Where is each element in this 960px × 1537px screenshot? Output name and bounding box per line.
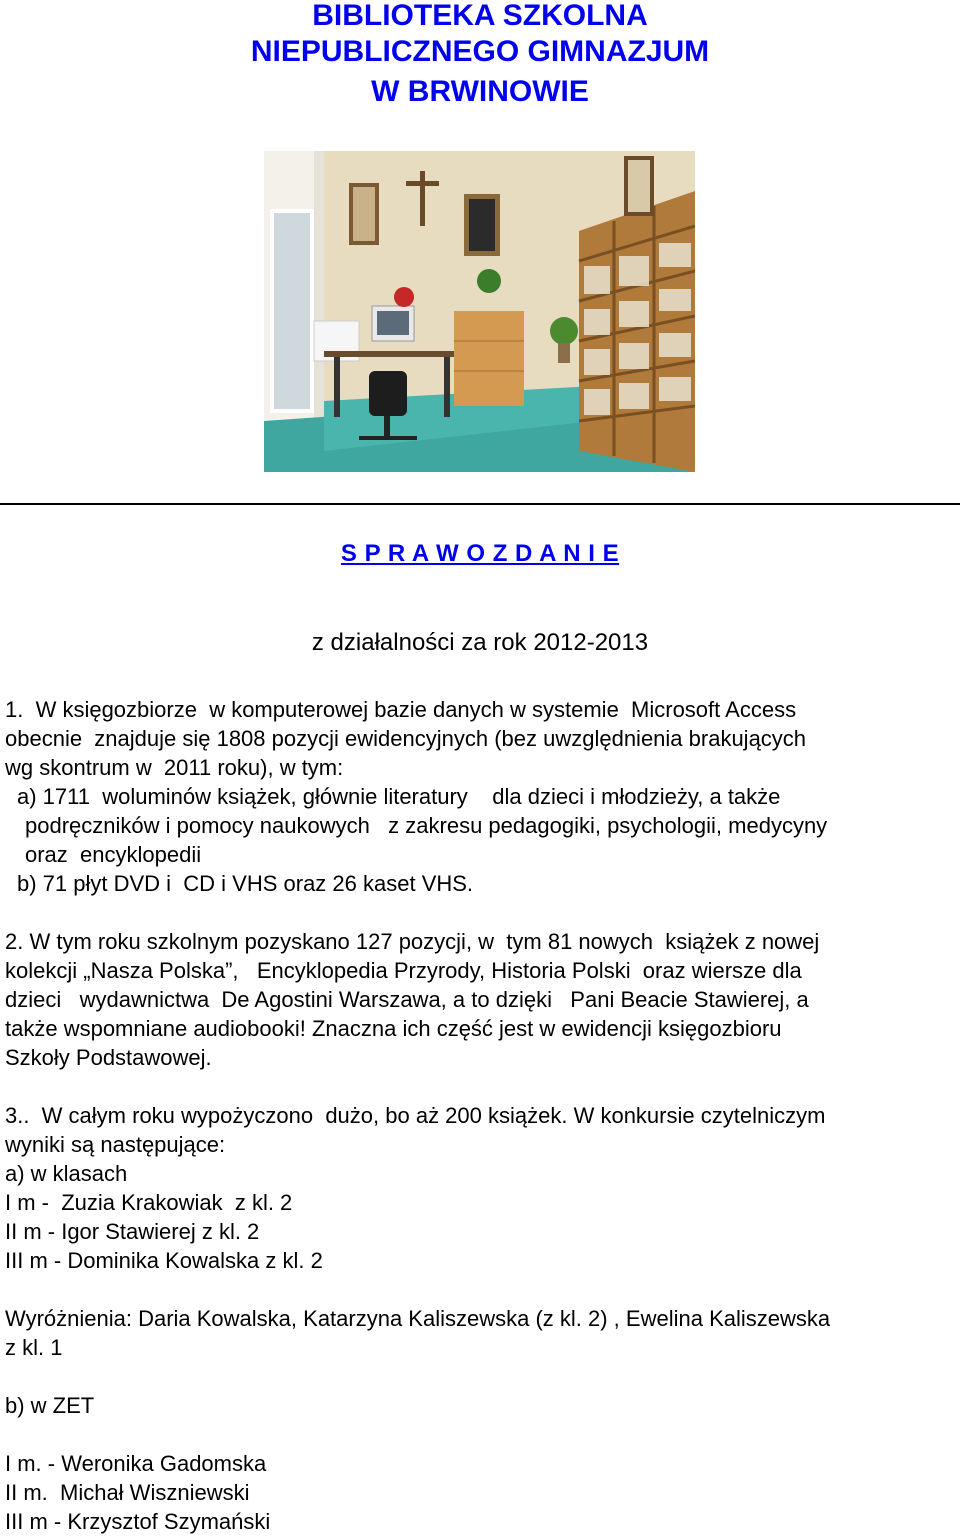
body-line: oraz encyklopedii bbox=[25, 842, 202, 867]
body-line: I m. - Weronika Gadomska bbox=[5, 1451, 267, 1476]
body-line: 1. W księgozbiorze w komputerowej bazie danych w systemie Microsoft Access bbox=[5, 697, 797, 722]
body-line: a) w klasach bbox=[5, 1161, 134, 1186]
library-title-line-1: BIBLIOTEKA SZKOLNA bbox=[312, 0, 648, 32]
library-title-line-2: NIEPUBLICZNEGO GIMNAZJUM bbox=[250, 35, 710, 68]
body-line: b) w ZET bbox=[5, 1393, 95, 1418]
report-subheading: z działalności za rok 2012-2013 bbox=[311, 629, 649, 656]
body-line: podręczników i pomocy naukowych z zakresu pedagogiki, psychologii, medycyny bbox=[25, 813, 828, 838]
body-line: dzieci wydawnictwa De Agostini Warszawa, a to dzięki Pani Beacie Stawierej, a bbox=[5, 987, 809, 1012]
library-title-line-3: W BRWINOWIE bbox=[371, 75, 589, 108]
body-line: b) 71 płyt DVD i CD i VHS oraz 26 kaset VHS. bbox=[17, 871, 474, 896]
body-line: także wspomniane audiobooki! Znaczna ich część jest w ewidencji księgozbioru bbox=[5, 1016, 782, 1041]
body-line: a) 1711 woluminów książek, głównie literatury dla dzieci i młodzieży, a także bbox=[17, 784, 781, 809]
report-heading: S P R A W O Z D A N I E bbox=[340, 540, 620, 567]
body-line: Szkoły Podstawowej. bbox=[5, 1045, 212, 1070]
body-line: kolekcji „Nasza Polska”, Encyklopedia Przyrody, Historia Polski oraz wiersze dla bbox=[5, 958, 802, 983]
body-line: III m - Krzysztof Szymański bbox=[5, 1509, 271, 1534]
horizontal-rule bbox=[0, 503, 960, 505]
body-line: 3.. W całym roku wypożyczono dużo, bo aż 200 książek. W konkursie czytelniczym bbox=[5, 1103, 826, 1128]
body-line: I m - Zuzia Krakowiak z kl. 2 bbox=[5, 1190, 293, 1215]
body-line: III m - Dominika Kowalska z kl. 2 bbox=[5, 1248, 323, 1273]
body-line: II m. Michał Wiszniewski bbox=[5, 1480, 250, 1505]
body-line: II m - Igor Stawierej z kl. 2 bbox=[5, 1219, 260, 1244]
body-line: Wyróżnienia: Daria Kowalska, Katarzyna Kaliszewska (z kl. 2) , Ewelina Kaliszewska bbox=[5, 1306, 831, 1331]
library-room-photo bbox=[264, 151, 695, 472]
body-line: wyniki są następujące: bbox=[5, 1132, 226, 1157]
body-line: wg skontrum w 2011 roku), w tym: bbox=[5, 755, 344, 780]
body-line: 2. W tym roku szkolnym pozyskano 127 pozycji, w tym 81 nowych książek z nowej bbox=[5, 929, 820, 954]
body-line: obecnie znajduje się 1808 pozycji ewidencyjnych (bez uwzględnienia brakujących bbox=[5, 726, 807, 751]
body-line: z kl. 1 bbox=[5, 1335, 63, 1360]
